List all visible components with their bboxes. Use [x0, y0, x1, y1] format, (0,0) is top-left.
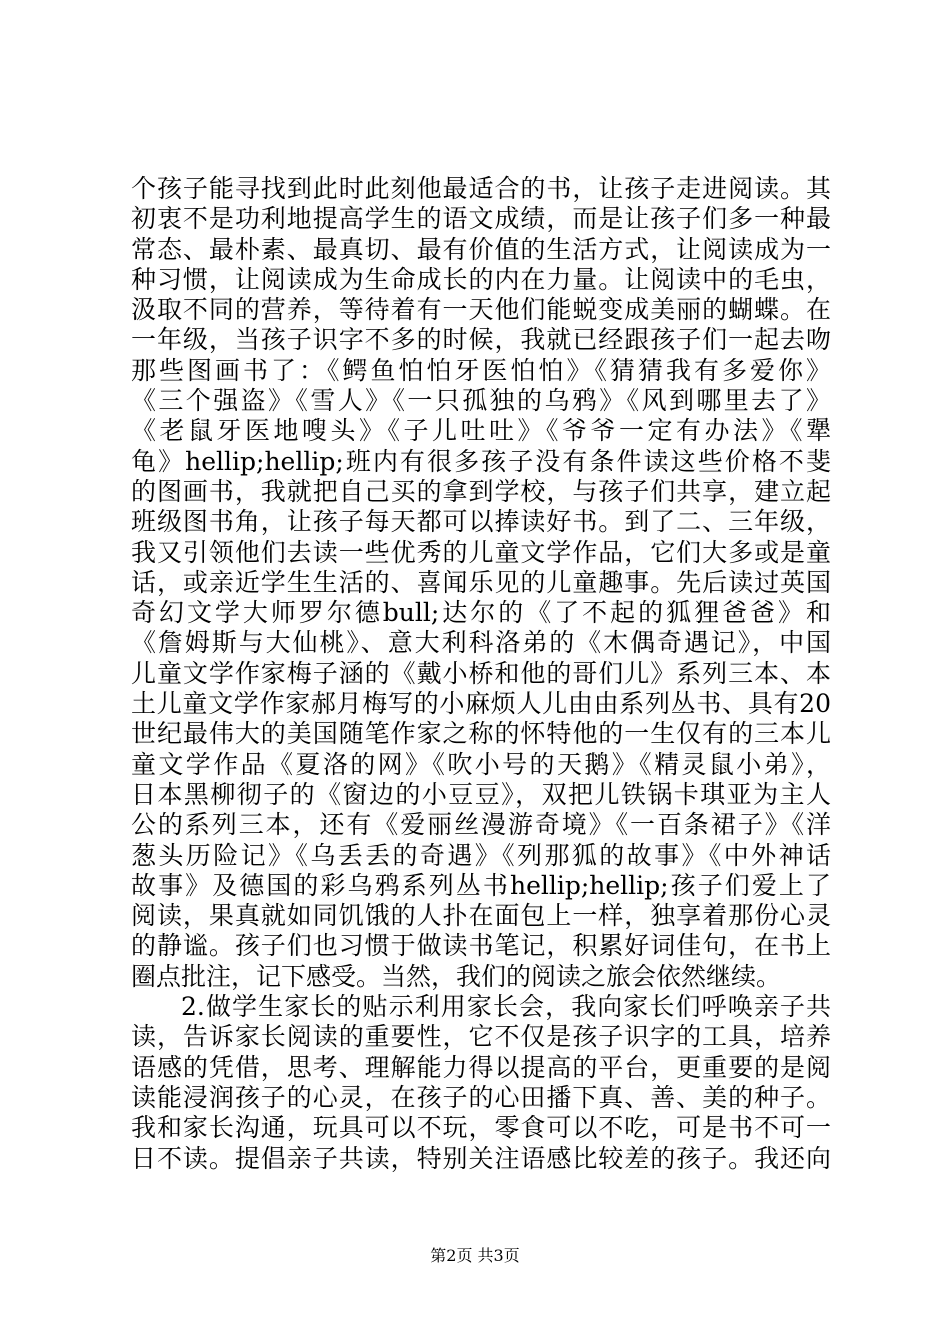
text-line: 葱头历险记》《乌丢丢的奇遇》《列那狐的故事》《中外神话 [131, 840, 831, 870]
text-line: 的静谧。孩子们也习惯于做读书笔记，积累好词佳句，在书上 [131, 931, 831, 961]
text-line: 龟》hellip;hellip;班内有很多孩子没有条件读这些价格不斐 [131, 446, 831, 476]
text-line: 《老鼠牙医地嗖头》《子儿吐吐》《爷爷一定有办法》《犟 [131, 416, 831, 446]
body-text [131, 174, 831, 1174]
text-line: 常态、最朴素、最真切、最有价值的生活方式，让阅读成为一 [131, 234, 831, 264]
text-line: 读能浸润孩子的心灵，在孩子的心田播下真、善、美的种子。 [131, 1082, 831, 1112]
text-line: 个孩子能寻找到此时此刻他最适合的书，让孩子走进阅读。其 [131, 174, 831, 203]
text-line: 日不读。提倡亲子共读，特别关注语感比较差的孩子。我还向 [131, 1143, 831, 1173]
text-line: 话，或亲近学生生活的、喜闻乐见的儿童趣事。先后读过英国 [131, 567, 831, 597]
text-line: 圈点批注，记下感受。当然，我们的阅读之旅会依然继续。 [131, 961, 782, 991]
text-line: 童文学作品《夏洛的网》《吹小号的天鹅》《精灵鼠小弟》， [131, 749, 831, 779]
text-line: 日本黑柳彻子的《窗边的小豆豆》，双把儿铁锅卡琪亚为主人 [131, 779, 831, 809]
text-line: 那些图画书了：《鳄鱼怕怕牙医怕怕》《猜猜我有多爱你》 [131, 355, 831, 385]
text-line: 读，告诉家长阅读的重要性，它不仅是孩子识字的工具，培养 [131, 1022, 831, 1052]
text-line: 初衷不是功利地提高学生的语文成绩，而是让孩子们多一种最 [131, 204, 831, 234]
text-line: 阅读，果真就如同饥饿的人扑在面包上一样，独享着那份心灵 [131, 901, 831, 931]
text-line: 2.做学生家长的贴示利用家长会，我向家长们呼唤亲子共 [181, 992, 831, 1022]
page-footer: 第2页 共3页 [430, 1246, 520, 1265]
text-line: 一年级，当孩子识字不多的时候，我就已经跟孩子们一起去吻 [131, 325, 831, 355]
text-line: 公的系列三本，还有《爱丽丝漫游奇境》《一百条裙子》《洋 [131, 810, 831, 840]
text-line: 《三个强盗》《雪人》《一只孤独的乌鸦》《风到哪里去了》 [131, 386, 831, 416]
text-line: 故事》及德国的彩乌鸦系列丛书hellip;hellip;孩子们爱上了 [131, 870, 831, 900]
text-line: 的图画书，我就把自己买的拿到学校，与孩子们共享，建立起 [131, 476, 831, 506]
text-line: 语感的凭借，思考、理解能力得以提高的平台，更重要的是阅 [131, 1052, 831, 1082]
text-line: 《詹姆斯与大仙桃》、意大利科洛弟的《木偶奇遇记》，中国 [131, 628, 831, 658]
text-line: 种习惯，让阅读成为生命成长的内在力量。让阅读中的毛虫， [131, 264, 831, 294]
text-line: 我又引领他们去读一些优秀的儿童文学作品，它们大多或是童 [131, 537, 831, 567]
text-line: 土儿童文学作家郝月梅写的小麻烦人儿由由系列丛书、具有20 [131, 689, 831, 719]
text-line: 汲取不同的营养，等待着有一天他们能蜕变成美丽的蝴蝶。在 [131, 295, 831, 325]
text-line: 班级图书角，让孩子每天都可以捧读好书。到了二、三年级， [131, 507, 831, 537]
text-line: 儿童文学作家梅子涵的《戴小桥和他的哥们儿》系列三本、本 [131, 658, 831, 688]
text-line: 我和家长沟通，玩具可以不玩，零食可以不吃，可是书不可一 [131, 1113, 831, 1143]
text-line: 奇幻文学大师罗尔德bull;达尔的《了不起的狐狸爸爸》和 [131, 598, 831, 628]
text-line: 世纪最伟大的美国随笔作家之称的怀特他的一生仅有的三本儿 [131, 719, 831, 749]
